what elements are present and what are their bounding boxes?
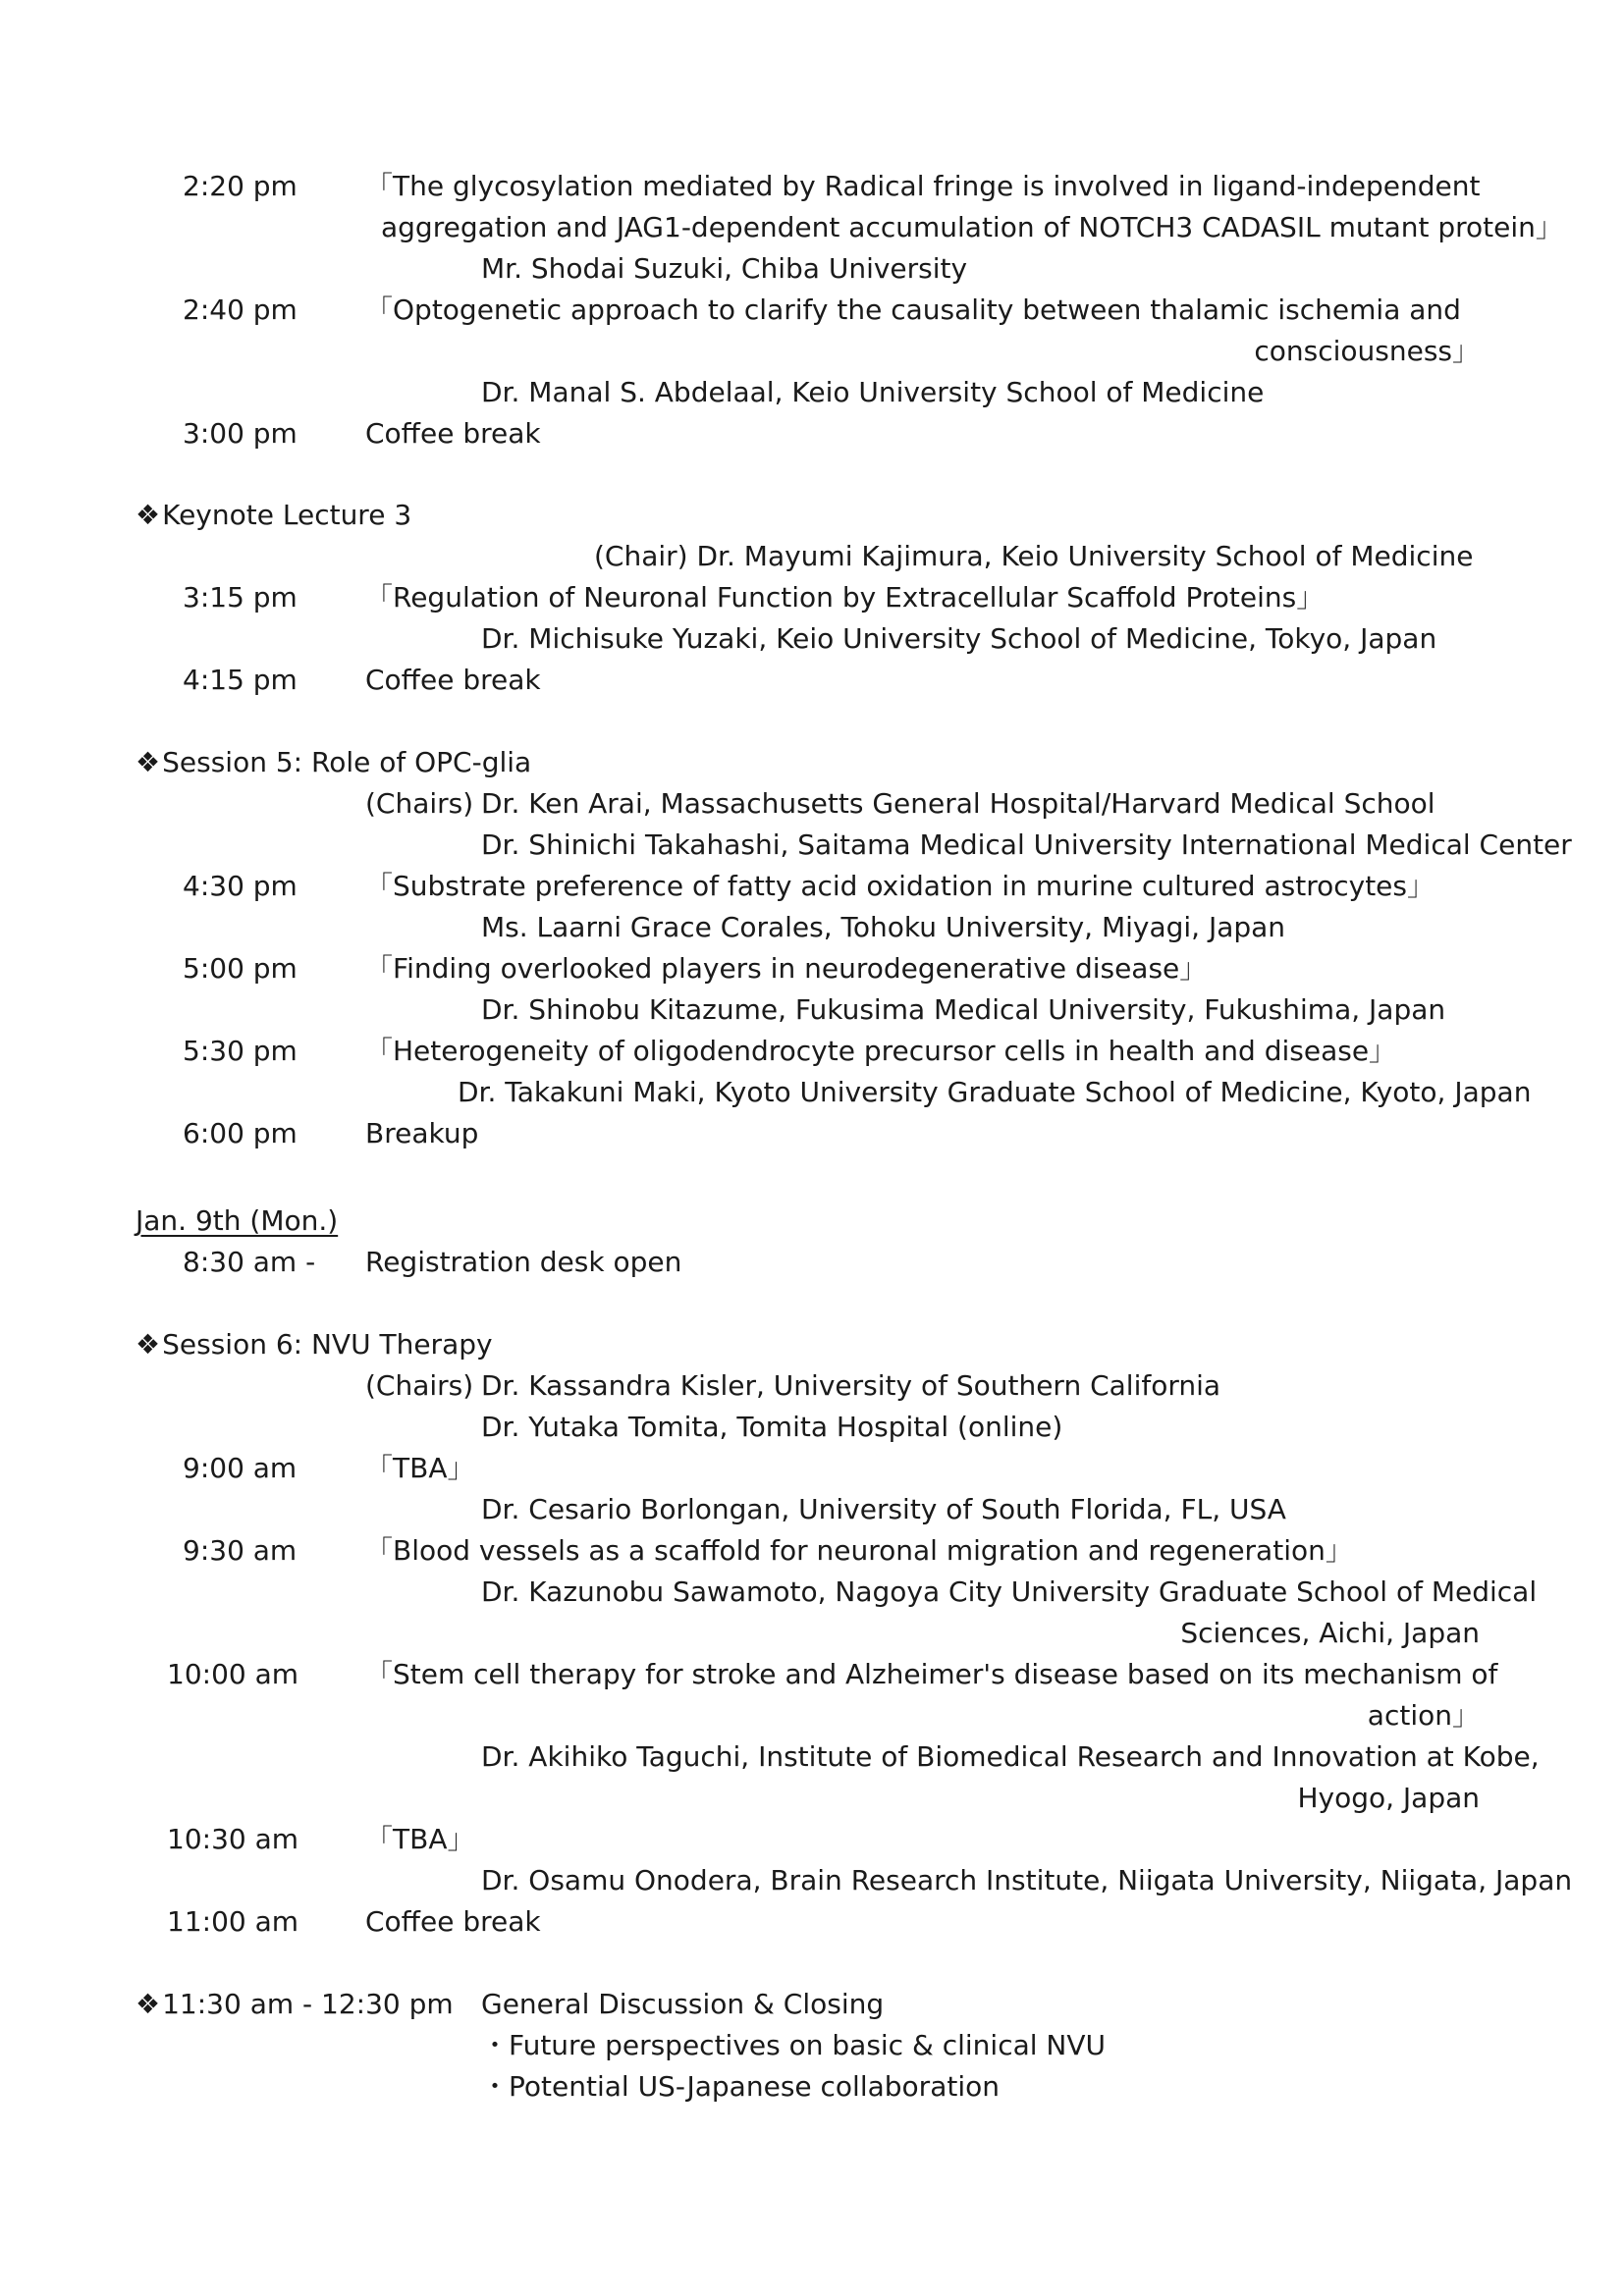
time-label: 10:30 am xyxy=(167,1823,299,1855)
closing-time-heading xyxy=(135,1984,454,2025)
program-row xyxy=(0,577,1624,618)
speaker: Dr. Manal S. Abdelaal, Keio University School of Medicine xyxy=(481,376,1265,408)
diamond-bullet-icon: ❖ xyxy=(135,1328,161,1361)
time-label: 9:00 am xyxy=(183,1452,298,1484)
program-row xyxy=(0,948,1624,989)
program-row xyxy=(0,372,1624,413)
speaker: Dr. Kazunobu Sawamoto, Nagoya City University Graduate School of Medical xyxy=(481,1575,1538,1608)
talk-title: 「The glycosylation mediated by Radical fringe is involved in ligand-independent xyxy=(365,170,1481,202)
day-date-heading: Jan. 9th (Mon.) xyxy=(135,1204,339,1237)
talk-title: 「Finding overlooked players in neurodegenerative disease」 xyxy=(365,952,1208,985)
closing-title: General Discussion & Closing xyxy=(481,1988,885,2020)
time-label: 5:30 pm xyxy=(183,1035,298,1067)
list-item: ・Potential US-Japanese collaboration xyxy=(481,2070,1000,2103)
time-label: 2:40 pm xyxy=(183,294,298,326)
registration-label: Registration desk open xyxy=(365,1246,682,1278)
speaker: Dr. Cesario Borlongan, University of South Florida, FL, USA xyxy=(481,1493,1286,1525)
talk-title-continued: action」 xyxy=(1367,1699,1480,1732)
time-label: 10:00 am xyxy=(167,1658,299,1690)
program-row xyxy=(0,2066,1624,2108)
program-row xyxy=(0,1448,1624,1489)
chair-name: Dr. Kassandra Kisler, University of Southern California xyxy=(481,1369,1221,1402)
date-heading-row xyxy=(0,1201,1624,1242)
program-row xyxy=(0,1242,1624,1283)
speaker: Dr. Michisuke Yuzaki, Keio University School of Medicine, Tokyo, Japan xyxy=(481,622,1437,655)
chair-line: (Chair) Dr. Mayumi Kajimura, Keio University School of Medicine xyxy=(594,540,1474,572)
chair-name: Dr. Yutaka Tomita, Tomita Hospital (online) xyxy=(481,1411,1063,1443)
program-row xyxy=(0,1489,1624,1530)
time-label: 8:30 am - xyxy=(183,1246,316,1278)
diamond-bullet-icon: ❖ xyxy=(135,746,161,778)
talk-title-continued: aggregation and JAG1-dependent accumulation of NOTCH3 CADASIL mutant protein」 xyxy=(381,211,1563,243)
talk-title: 「Substrate preference of fatty acid oxidation in murine cultured astrocytes」 xyxy=(365,870,1435,902)
talk-title: 「Blood vessels as a scaffold for neuronal migration and regeneration」 xyxy=(365,1534,1353,1567)
program-row xyxy=(0,166,1624,207)
program-row xyxy=(0,1819,1624,1860)
time-label: 5:00 pm xyxy=(183,952,298,985)
keynote-heading xyxy=(135,495,411,536)
time-label: 4:15 pm xyxy=(183,664,298,696)
chairs-label: (Chairs) xyxy=(365,1369,474,1402)
chair-name: Dr. Ken Arai, Massachusetts General Hospital/Harvard Medical School xyxy=(481,787,1435,820)
time-label: 6:00 pm xyxy=(183,1117,298,1149)
session-heading xyxy=(135,1324,493,1365)
time-label: 9:30 am xyxy=(183,1534,298,1567)
program-row xyxy=(0,1530,1624,1572)
program-row xyxy=(0,1778,1624,1819)
section-heading-row xyxy=(0,742,1624,783)
speaker: Dr. Osamu Onodera, Brain Research Institute, Niigata University, Niigata, Japan xyxy=(481,1864,1573,1896)
program-row xyxy=(0,1365,1624,1407)
speaker: Dr. Shinobu Kitazume, Fukusima Medical University, Fukushima, Japan xyxy=(481,993,1446,1026)
section-title: Keynote Lecture 3 xyxy=(162,499,412,531)
speaker: Mr. Shodai Suzuki, Chiba University xyxy=(481,252,968,285)
program-row xyxy=(0,1901,1624,1943)
talk-title: 「Stem cell therapy for stroke and Alzheimer's disease based on its mechanism of xyxy=(365,1658,1498,1690)
speaker: Dr. Takakuni Maki, Kyoto University Graduate School of Medicine, Kyoto, Japan xyxy=(458,1076,1532,1108)
program-row xyxy=(0,907,1624,948)
program-row xyxy=(0,1031,1624,1072)
program-row xyxy=(0,1736,1624,1778)
program-row xyxy=(0,825,1624,866)
program-row xyxy=(0,290,1624,331)
speaker: Ms. Laarni Grace Corales, Tohoku University, Miyagi, Japan xyxy=(481,911,1286,943)
time-label: 3:00 pm xyxy=(183,417,298,450)
talk-title-continued: consciousness」 xyxy=(1254,335,1480,367)
time-label: 4:30 pm xyxy=(183,870,298,902)
section-heading-row xyxy=(0,495,1624,536)
session-heading xyxy=(135,742,531,783)
program-row xyxy=(0,1613,1624,1654)
break-label: Coffee break xyxy=(365,664,541,696)
program-row xyxy=(0,207,1624,248)
program-row xyxy=(0,1860,1624,1901)
program-row xyxy=(0,1407,1624,1448)
speaker: Dr. Akihiko Taguchi, Institute of Biomedical Research and Innovation at Kobe, xyxy=(481,1740,1540,1773)
time-label: 3:15 pm xyxy=(183,581,298,614)
break-label: Breakup xyxy=(365,1117,479,1149)
program-row xyxy=(0,536,1624,577)
chairs-label: (Chairs) xyxy=(365,787,474,820)
talk-title: 「Regulation of Neuronal Function by Extracellular Scaffold Proteins」 xyxy=(365,581,1325,614)
speaker-continued: Sciences, Aichi, Japan xyxy=(1180,1617,1480,1649)
diamond-bullet-icon: ❖ xyxy=(135,499,161,531)
section-heading-row xyxy=(0,1984,1624,2025)
break-label: Coffee break xyxy=(365,1905,541,1938)
program-row xyxy=(0,783,1624,825)
speaker-continued: Hyogo, Japan xyxy=(1297,1782,1480,1814)
diamond-bullet-icon: ❖ xyxy=(135,1988,161,2020)
section-title: Session 5: Role of OPC-glia xyxy=(162,746,532,778)
talk-title: 「TBA」 xyxy=(365,1452,475,1484)
list-item: ・Future perspectives on basic & clinical NVU xyxy=(481,2029,1107,2061)
talk-title: 「Optogenetic approach to clarify the causality between thalamic ischemia and xyxy=(365,294,1461,326)
program-row xyxy=(0,1572,1624,1613)
section-title: Session 6: NVU Therapy xyxy=(162,1328,493,1361)
program-row xyxy=(0,989,1624,1031)
program-row xyxy=(0,1695,1624,1736)
program-row xyxy=(0,660,1624,701)
break-label: Coffee break xyxy=(365,417,541,450)
program-row xyxy=(0,1072,1624,1113)
program-row xyxy=(0,413,1624,454)
program-row xyxy=(0,866,1624,907)
program-row xyxy=(0,1113,1624,1154)
program-row xyxy=(0,2025,1624,2066)
talk-title: 「TBA」 xyxy=(365,1823,475,1855)
talk-title: 「Heterogeneity of oligodendrocyte precursor cells in health and disease」 xyxy=(365,1035,1397,1067)
time-label: 2:20 pm xyxy=(183,170,298,202)
program-row xyxy=(0,331,1624,372)
section-time: 11:30 am - 12:30 pm xyxy=(162,1988,454,2020)
program-row xyxy=(0,248,1624,290)
program-row xyxy=(0,1654,1624,1695)
time-label: 11:00 am xyxy=(167,1905,299,1938)
chair-name: Dr. Shinichi Takahashi, Saitama Medical University International Medical Center xyxy=(481,828,1572,861)
section-heading-row xyxy=(0,1324,1624,1365)
program-row xyxy=(0,618,1624,660)
